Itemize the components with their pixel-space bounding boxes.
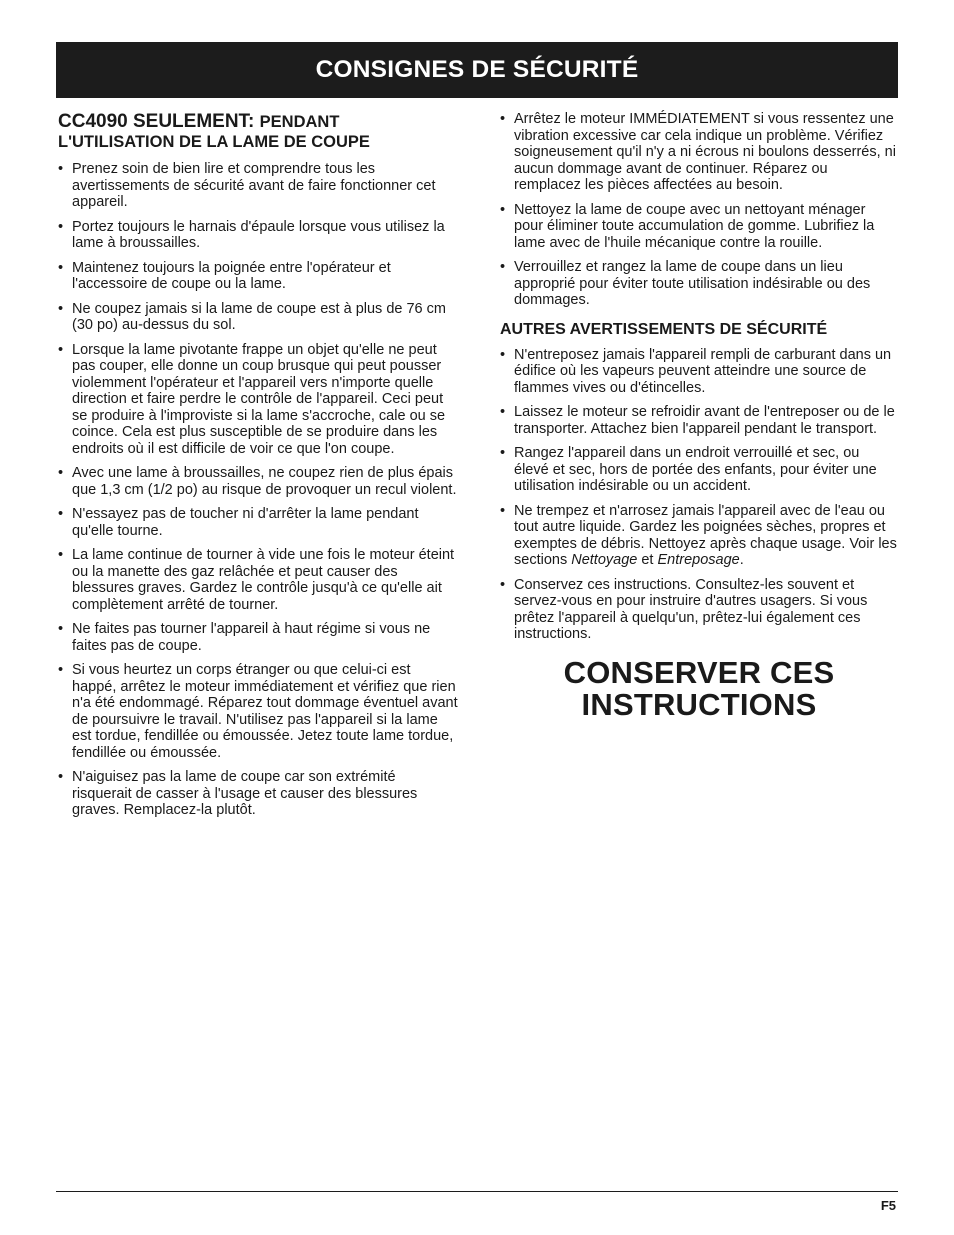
right-column bbox=[500, 110, 898, 721]
heading-model: CC4090 SEULEMENT: bbox=[58, 111, 260, 132]
other-warnings-list bbox=[500, 347, 898, 643]
list-item: • Lorsque la lame pivotante frappe un objet qu'elle ne peut pas couper, elle donne un coup brusque qui peut pousser violemment l'opérateur et l'appareil vers n'importe quelle direction et faire perdre le contrôle de l'appareil. Ceci peut se produire à l'improviste si la lame s'accroche, cale ou se coince. Cela est plus susceptible de se produire dans les endroits où il est difficile de voir ce que l'on coupe. bbox=[58, 342, 458, 458]
list-item: • N'entreposez jamais l'appareil rempli de carburant dans un édifice où les vapeurs peuvent atteindre une source de flammes vives ou d'étincelles. bbox=[500, 347, 898, 397]
list-item: • Rangez l'appareil dans un endroit verrouillé et sec, ou élevé et sec, hors de portée des enfants, pour éviter une utilisation indésirable ou un accident. bbox=[500, 445, 898, 495]
conserver-line2: INSTRUCTIONS bbox=[581, 686, 817, 722]
list-item: • Nettoyez la lame de coupe avec un nettoyant ménager pour éliminer toute accumulation de gomme. Lubrifiez la lame avec de l'huile mécanique contre la rouille. bbox=[500, 202, 898, 252]
list-item: • La lame continue de tourner à vide une fois le moteur éteint ou la manette des gaz relâchée et peut causer des blessures graves. Gardez le contrôle jusqu'à ce qu'elle ait complètement arrêté de tourner. bbox=[58, 547, 458, 613]
water-text-start: Ne trempez et n'arrosez jamais l'appareil avec de l'eau ou tout autre liquide. Gardez les poignées sèches, propres et exemptes de débris. Nettoyez après chaque usage. Voir les sections bbox=[514, 502, 897, 568]
other-warnings-heading: AUTRES AVERTISSEMENTS DE SÉCURITÉ bbox=[500, 320, 828, 338]
left-column bbox=[58, 110, 458, 827]
list-item: • Laissez le moteur se refroidir avant de l'entreposer ou de le transporter. Attachez bien l'appareil pendant le transport. bbox=[500, 404, 898, 437]
heading-pendant: PENDANT bbox=[259, 113, 340, 131]
footer-divider bbox=[56, 1191, 898, 1192]
list-item-water bbox=[500, 503, 898, 569]
blade-safety-list bbox=[58, 161, 458, 819]
list-item: • Prenez soin de bien lire et comprendre tous les avertissements de sécurité avant de faire fonctionner cet appareil. bbox=[58, 161, 458, 211]
list-item: • Si vous heurtez un corps étranger ou que celui-ci est happé, arrêtez le moteur immédiatement et vérifiez que rien n'a été endommagé. Réparez tout dommage éventuel avant de poursuivre le travail. N'utilisez pas l'appareil si la lame est tordue, fendillée ou émoussée. Jetez toute lame tordue, fendillée ou émoussée. bbox=[58, 662, 458, 761]
water-text-mid: et bbox=[637, 552, 658, 568]
page-number: F5 bbox=[880, 1198, 896, 1213]
section-banner bbox=[56, 42, 898, 98]
list-item: • Maintenez toujours la poignée entre l'opérateur et l'accessoire de coupe ou la lame. bbox=[58, 260, 458, 293]
water-text-end: . bbox=[739, 552, 744, 568]
list-item: • Ne faites pas tourner l'appareil à haut régime si vous ne faites pas de coupe. bbox=[58, 621, 458, 654]
heading-line2: L'UTILISATION DE LA LAME DE COUPE bbox=[58, 133, 370, 151]
save-instructions-banner bbox=[500, 654, 898, 722]
list-item: • Ne coupez jamais si la lame de coupe est à plus de 76 cm (30 po) au-dessus du sol. bbox=[58, 301, 458, 334]
banner-title: CONSIGNES DE SÉCURITÉ bbox=[315, 56, 639, 83]
link-entreposage: Entreposage bbox=[657, 552, 740, 568]
list-item: • Avec une lame à broussailles, ne coupez rien de plus épais que 1,3 cm (1/2 po) au risque de provoquer un recul violent. bbox=[58, 465, 458, 498]
list-item: • N'essayez pas de toucher ni d'arrêter la lame pendant qu'elle tourne. bbox=[58, 506, 458, 539]
list-item: • Portez toujours le harnais d'épaule lorsque vous utilisez la lame à broussailles. bbox=[58, 219, 458, 252]
link-nettoyage: Nettoyage bbox=[571, 552, 638, 568]
list-item: • Verrouillez et rangez la lame de coupe dans un lieu approprié pour éviter toute utilisation indésirable ou des dommages. bbox=[500, 259, 898, 309]
list-item: • N'aiguisez pas la lame de coupe car son extrémité risquerait de casser à l'usage et causer des blessures graves. Remplacez-la plutôt. bbox=[58, 769, 458, 819]
blade-section-heading bbox=[58, 110, 458, 152]
list-item: • Conservez ces instructions. Consultez-les souvent et servez-vous en pour instruire d'autres usagers. Si vous prêtez l'appareil à quelqu'un, prêtez-lui également ces instructions. bbox=[500, 577, 898, 643]
blade-maintenance-list bbox=[500, 111, 898, 309]
list-item: • Arrêtez le moteur IMMÉDIATEMENT si vous ressentez une vibration excessive car cela indique un problème. Vérifiez soigneusement qu'il n'y a ni écrous ni boulons desserrés, ni aucun dommage avant de continuer. Réparez ou remplacez les pièces affectées au besoin. bbox=[500, 111, 898, 194]
conserver-line1: CONSERVER CES bbox=[563, 654, 835, 690]
